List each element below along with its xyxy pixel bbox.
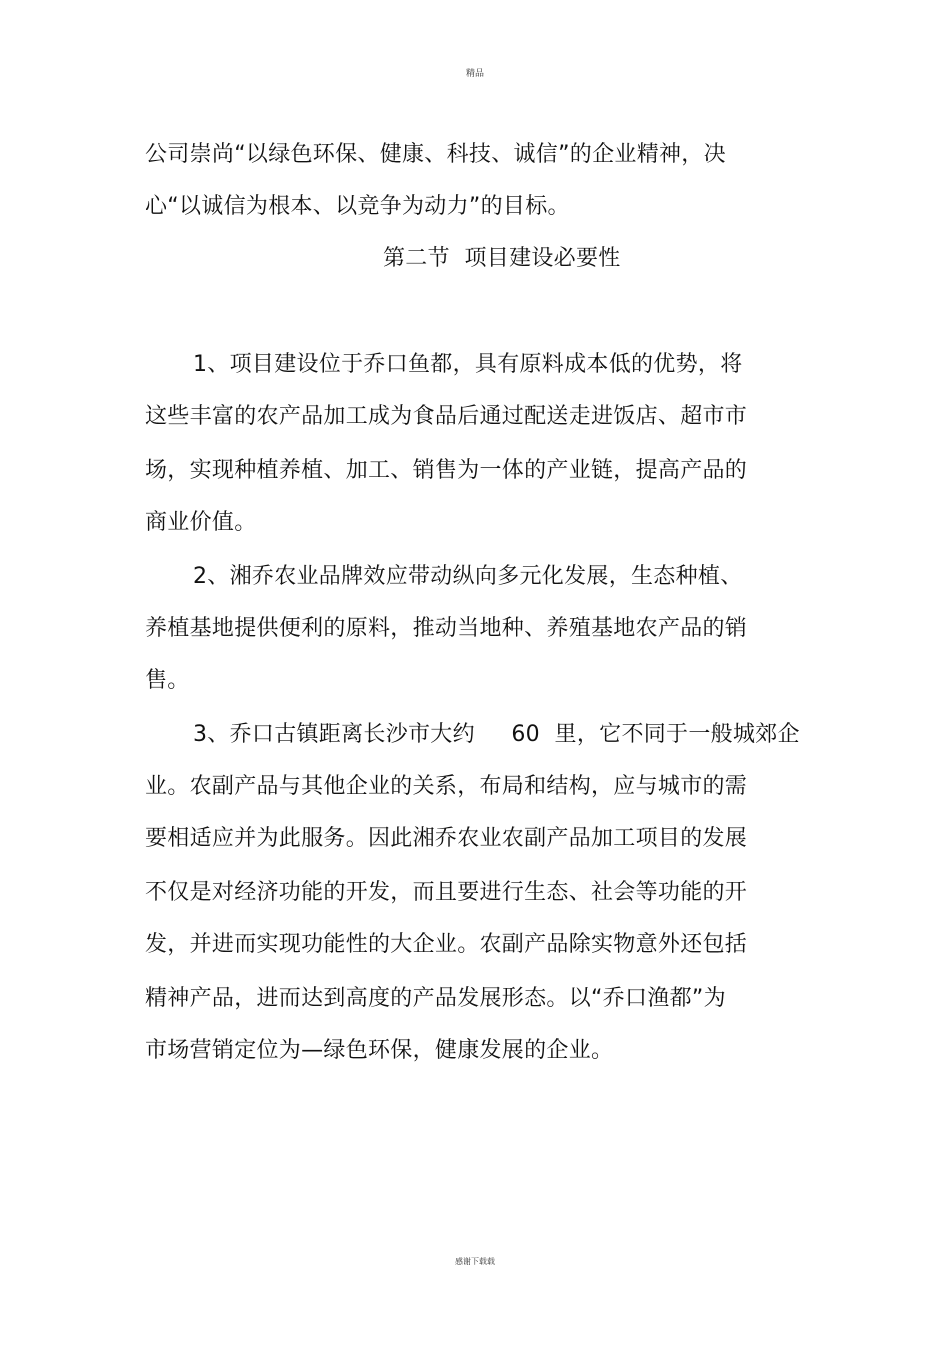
section-heading: 第二节 项目建设必要性 [383, 246, 621, 271]
paragraph-2-line: 2、湘乔农业品牌效应带动纵向多元化发展，生态种植、 [193, 564, 743, 589]
paragraph-1-line: 1、项目建设位于乔口鱼都，具有原料成本低的优势，将 [193, 352, 743, 377]
paragraph-3-line: 精神产品，进而达到高度的产品发展形态。以“乔口渔都”为 [145, 986, 726, 1011]
paragraph-3-line: 业。农副产品与其他企业的关系，布局和结构，应与城市的需 [145, 774, 748, 799]
intro-line-2: 心“以诚信为根本、以竞争为动力”的目标。 [145, 194, 570, 219]
paragraph-3-line: 不仅是对经济功能的开发，而且要进行生态、社会等功能的开 [145, 880, 748, 905]
paragraph-3-line: 市场营销定位为—绿色环保，健康发展的企业。 [145, 1038, 614, 1063]
page-footer: 感谢下载载 [455, 1257, 495, 1266]
intro-line-1: 公司崇尚“以绿色环保、健康、科技、诚信”的企业精神，决 [145, 142, 726, 167]
paragraph-1-line: 商业价值。 [145, 510, 257, 535]
paragraph-3-line: 3、乔口古镇距离长沙市大约 60 里，它不同于一般城郊企 [193, 722, 800, 747]
paragraph-3-line: 要相适应并为此服务。因此湘乔农业农副产品加工项目的发展 [145, 826, 748, 851]
paragraph-2-line: 养植基地提供便利的原料，推动当地种、养殖基地农产品的销 [145, 616, 748, 641]
paragraph-1-line: 场，实现种植养植、加工、销售为一体的产业链，提高产品的 [145, 458, 748, 483]
paragraph-3-line: 发，并进而实现功能性的大企业。农副产品除实物意外还包括 [145, 932, 748, 957]
paragraph-2-line: 售。 [145, 668, 190, 693]
paragraph-1-line: 这些丰富的农产品加工成为食品后通过配送走进饭店、超市市 [145, 404, 748, 429]
page-header: 精品 [465, 69, 484, 79]
